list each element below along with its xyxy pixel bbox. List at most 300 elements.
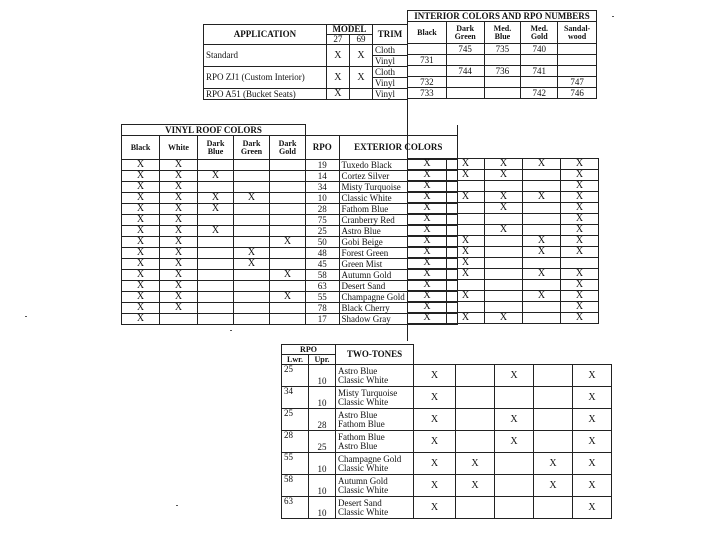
interior-mark: X (523, 269, 561, 280)
model-27-mark: X (326, 89, 349, 100)
lower-color-name: Astro Blue (338, 409, 378, 420)
interior-mark (534, 409, 573, 431)
rpo-number (484, 55, 521, 66)
vinyl-mark (270, 259, 306, 270)
vinyl-color-header: White (160, 136, 198, 160)
vinyl-mark: X (160, 248, 198, 259)
rpo-code: 75 (306, 215, 340, 226)
model-69-mark: X (349, 67, 372, 89)
interior-mark: X (456, 453, 495, 475)
two-tone-names (336, 365, 414, 387)
application-name: Standard (204, 45, 327, 67)
two-tone-names (336, 453, 414, 475)
interior-mark: X (408, 203, 447, 214)
table-row (408, 181, 599, 192)
vinyl-color-header: Dark Blue (198, 136, 234, 160)
spacer (414, 345, 612, 365)
rpo-number (446, 88, 484, 99)
interior-mark (495, 387, 534, 409)
interior-mark (447, 302, 485, 313)
vinyl-mark (234, 237, 270, 248)
interior-mark (534, 365, 573, 387)
rpo-code: 28 (306, 204, 340, 215)
interior-mark: X (408, 170, 447, 181)
lower-rpo: 63 (282, 497, 309, 519)
table-row (408, 55, 597, 66)
rpo-number: 747 (558, 77, 597, 88)
lower-color-name: Astro Blue (338, 365, 378, 376)
vinyl-mark (234, 226, 270, 237)
interior-mark: X (573, 475, 612, 497)
interior-mark (485, 291, 523, 302)
vinyl-mark: X (160, 182, 198, 193)
table-row (408, 66, 597, 77)
vinyl-mark (234, 171, 270, 182)
interior-mark (456, 409, 495, 431)
interior-mark (523, 280, 561, 291)
interior-mark: X (447, 313, 485, 324)
interior-mark (456, 365, 495, 387)
interior-mark (456, 387, 495, 409)
vinyl-mark: X (122, 204, 160, 215)
rpo-number: 745 (446, 44, 484, 55)
color-name: Black Cherry (339, 303, 458, 314)
vinyl-mark: X (270, 237, 306, 248)
upper-rpo: 10 (309, 387, 336, 409)
vinyl-mark: X (234, 248, 270, 259)
interior-mark: X (561, 313, 599, 324)
vinyl-mark (198, 303, 234, 314)
table-row (408, 214, 599, 225)
vinyl-mark: X (122, 248, 160, 259)
lower-rpo: 25 (282, 365, 309, 387)
interior-mark: X (534, 453, 573, 475)
interior-mark: X (523, 159, 561, 170)
trim-name: Cloth (373, 45, 408, 56)
vinyl-mark: X (198, 226, 234, 237)
upper-color-name: Classic White (338, 462, 389, 473)
interior-mark: X (523, 236, 561, 247)
table-row (408, 258, 599, 269)
vinyl-mark (160, 314, 198, 325)
interior-mark (561, 258, 599, 269)
interior-mark: X (408, 313, 447, 324)
interior-mark: X (561, 302, 599, 313)
interior-mark: X (414, 453, 456, 475)
interior-color-header: Black (408, 22, 447, 44)
interior-mark (485, 247, 523, 258)
rpo-number: 736 (484, 66, 521, 77)
lower-color-name: Fathom Blue (338, 431, 385, 442)
interior-mark: X (414, 431, 456, 453)
interior-mark: X (561, 170, 599, 181)
vinyl-mark: X (234, 193, 270, 204)
rpo-code: 34 (306, 182, 340, 193)
lower-rpo: 34 (282, 387, 309, 409)
rpo-number (446, 77, 484, 88)
interior-mark (495, 475, 534, 497)
interior-mark (523, 214, 561, 225)
vinyl-mark (270, 248, 306, 259)
interior-mark: X (408, 181, 447, 192)
interior-mark: X (447, 192, 485, 203)
vinyl-mark (198, 281, 234, 292)
scan-speck (176, 505, 178, 506)
interior-mark (523, 258, 561, 269)
interior-mark (495, 497, 534, 519)
interior-mark (447, 214, 485, 225)
vinyl-mark (234, 270, 270, 281)
interior-mark (523, 181, 561, 192)
interior-mark: X (495, 431, 534, 453)
vinyl-mark (234, 281, 270, 292)
vinyl-mark (270, 226, 306, 237)
exterior-colors-header: EXTERIOR COLORS (339, 136, 458, 160)
lower-rpo: 58 (282, 475, 309, 497)
rpo-code: 17 (306, 314, 340, 325)
upper-color-name: Astro Blue (338, 440, 378, 451)
vinyl-mark (234, 303, 270, 314)
vinyl-mark: X (198, 171, 234, 182)
interior-mark (485, 269, 523, 280)
interior-color-header: Med. Gold (521, 22, 558, 44)
interior-mark (534, 387, 573, 409)
interior-mark: X (561, 214, 599, 225)
vinyl-mark (198, 314, 234, 325)
table-row (204, 67, 408, 78)
upper-rpo: 10 (309, 453, 336, 475)
interior-mark (447, 181, 485, 192)
model-27-mark: X (326, 45, 349, 67)
vinyl-mark: X (122, 237, 160, 248)
vinyl-mark: X (160, 215, 198, 226)
table-row (282, 431, 612, 453)
interior-mark: X (408, 258, 447, 269)
interior-mark: X (447, 236, 485, 247)
vinyl-color-header: Black (122, 136, 160, 160)
rpo-number: 741 (521, 66, 558, 77)
interior-mark: X (495, 365, 534, 387)
interior-mark: X (561, 225, 599, 236)
interior-mark: X (414, 365, 456, 387)
interior-mark: X (561, 159, 599, 170)
application-name: RPO ZJ1 (Custom Interior) (204, 67, 327, 89)
interior-mark: X (447, 170, 485, 181)
vinyl-mark: X (122, 182, 160, 193)
table-row (408, 291, 599, 302)
vinyl-mark (234, 160, 270, 171)
color-name: Gobi Beige (339, 237, 458, 248)
vinyl-mark: X (160, 270, 198, 281)
upper-color-name: Fathom Blue (338, 418, 385, 429)
interior-colors-title: INTERIOR COLORS AND RPO NUMBERS (408, 11, 597, 22)
rpo-number (484, 88, 521, 99)
trim-header: TRIM (373, 25, 408, 45)
lower-color-name: Autumn Gold (338, 475, 388, 486)
vinyl-mark: X (122, 193, 160, 204)
rpo-code: 45 (306, 259, 340, 270)
color-name: Green Mist (339, 259, 458, 270)
interior-mark (485, 280, 523, 291)
two-tone-names (336, 431, 414, 453)
rpo-number: 735 (484, 44, 521, 55)
table-row (408, 302, 599, 313)
interior-color-header: Med. Blue (484, 22, 521, 44)
vinyl-roof-title: VINYL ROOF COLORS (122, 125, 306, 136)
vinyl-mark: X (122, 270, 160, 281)
color-name: Shadow Gray (339, 314, 458, 325)
rpo-code: 48 (306, 248, 340, 259)
interior-color-header: Sandal-wood (558, 22, 597, 44)
vinyl-mark: X (160, 303, 198, 314)
two-tone-names (336, 475, 414, 497)
upper-rpo: 10 (309, 365, 336, 387)
rpo-code: 55 (306, 292, 340, 303)
table-row (408, 77, 597, 88)
interior-mark: X (485, 170, 523, 181)
interior-mark: X (447, 247, 485, 258)
interior-mark: X (408, 291, 447, 302)
table-row (282, 453, 612, 475)
interior-mark: X (561, 203, 599, 214)
table-row (408, 170, 599, 181)
rpo-number (558, 55, 597, 66)
interior-mark: X (414, 475, 456, 497)
model-69-mark: X (349, 45, 372, 67)
interior-mark (485, 302, 523, 313)
vinyl-mark: X (122, 281, 160, 292)
rpo-number: 731 (408, 55, 447, 66)
interior-mark: X (561, 247, 599, 258)
interior-mark: X (485, 159, 523, 170)
interior-mark: X (408, 192, 447, 203)
vinyl-mark (198, 248, 234, 259)
rpo-header: RPO (306, 136, 340, 160)
color-name: Cranberry Red (339, 215, 458, 226)
two-tone-rpo-header: RPO (282, 345, 336, 355)
interior-mark: X (408, 269, 447, 280)
vinyl-mark: X (198, 204, 234, 215)
lower-color-name: Champagne Gold (338, 453, 402, 464)
color-name: Desert Sand (339, 281, 458, 292)
color-name: Champagne Gold (339, 292, 458, 303)
upper-color-name: Classic White (338, 506, 389, 517)
interior-mark (447, 225, 485, 236)
interior-mark: X (414, 497, 456, 519)
rpo-code: 19 (306, 160, 340, 171)
table-row (408, 236, 599, 247)
vinyl-mark: X (160, 204, 198, 215)
interior-color-header: Dark Green (446, 22, 484, 44)
interior-mark: X (447, 291, 485, 302)
rpo-code: 10 (306, 193, 340, 204)
color-name: Fathom Blue (339, 204, 458, 215)
two-tone-names (336, 387, 414, 409)
color-name: Classic White (339, 193, 458, 204)
color-name: Misty Turquoise (339, 182, 458, 193)
rpo-number (558, 44, 597, 55)
vinyl-mark (198, 215, 234, 226)
vinyl-mark: X (122, 259, 160, 270)
rpo-number (558, 66, 597, 77)
vinyl-mark: X (270, 270, 306, 281)
model-69-mark (349, 89, 372, 100)
vinyl-mark (270, 303, 306, 314)
interior-mark (456, 431, 495, 453)
vinyl-mark (234, 314, 270, 325)
vinyl-mark: X (122, 171, 160, 182)
lower-color-name: Desert Sand (338, 497, 382, 508)
upper-rpo: 10 (309, 475, 336, 497)
rpo-number (408, 66, 447, 77)
rpo-code: 58 (306, 270, 340, 281)
rpo-number: 733 (408, 88, 447, 99)
interior-mark: X (408, 247, 447, 258)
vinyl-mark: X (122, 215, 160, 226)
upper-rpo: 25 (309, 431, 336, 453)
interior-mark: X (485, 203, 523, 214)
rpo-code: 63 (306, 281, 340, 292)
trim-name: Vinyl (373, 89, 408, 100)
interior-mark: X (523, 291, 561, 302)
vinyl-mark: X (122, 292, 160, 303)
rpo-number (521, 77, 558, 88)
rpo-number (408, 44, 447, 55)
vinyl-mark (198, 182, 234, 193)
rpo-code: 14 (306, 171, 340, 182)
vinyl-mark: X (122, 160, 160, 171)
interior-mark: X (561, 181, 599, 192)
interior-mark: X (561, 269, 599, 280)
two-tone-names (336, 497, 414, 519)
interior-mark: X (495, 409, 534, 431)
interior-mark: X (561, 236, 599, 247)
interior-mark: X (456, 475, 495, 497)
interior-mark: X (408, 236, 447, 247)
vinyl-mark: X (198, 193, 234, 204)
interior-mark: X (447, 269, 485, 280)
vinyl-mark: X (160, 160, 198, 171)
model-header: MODEL (326, 25, 372, 35)
spacer (339, 125, 458, 136)
model-69-header: 69 (349, 35, 372, 45)
lower-rpo: 25 (282, 409, 309, 431)
two-tones-table (281, 344, 612, 519)
interior-mark: X (573, 365, 612, 387)
table-row (408, 44, 597, 55)
interior-mark (456, 497, 495, 519)
color-name: Cortez Silver (339, 171, 458, 182)
interior-mark: X (408, 159, 447, 170)
upr-header: Upr. (309, 355, 336, 365)
table-row (408, 203, 599, 214)
vinyl-mark (270, 215, 306, 226)
interior-mark: X (485, 225, 523, 236)
interior-mark: X (447, 258, 485, 269)
vinyl-mark (198, 160, 234, 171)
interior-mark: X (414, 387, 456, 409)
vinyl-mark: X (160, 237, 198, 248)
rpo-number (521, 55, 558, 66)
scan-speck (230, 330, 232, 331)
vinyl-color-header: Dark Green (234, 136, 270, 160)
vinyl-mark: X (160, 281, 198, 292)
lwr-header: Lwr. (282, 355, 309, 365)
vinyl-mark: X (122, 314, 160, 325)
interior-mark: X (408, 302, 447, 313)
interior-availability-table (407, 158, 599, 324)
interior-mark: X (408, 280, 447, 291)
table-row (282, 409, 612, 431)
vinyl-mark (270, 182, 306, 193)
interior-mark (495, 453, 534, 475)
rpo-number: 744 (446, 66, 484, 77)
interior-mark (523, 302, 561, 313)
interior-mark (523, 225, 561, 236)
table-row (282, 387, 612, 409)
rpo-number: 732 (408, 77, 447, 88)
scan-speck (25, 316, 27, 317)
model-27-mark: X (326, 67, 349, 89)
interior-colors-table (407, 10, 597, 99)
rpo-code: 50 (306, 237, 340, 248)
table-row (408, 159, 599, 170)
interior-mark: X (408, 214, 447, 225)
vinyl-mark (270, 281, 306, 292)
interior-mark: X (573, 431, 612, 453)
interior-mark: X (485, 313, 523, 324)
vinyl-mark: X (160, 193, 198, 204)
interior-mark: X (485, 192, 523, 203)
vinyl-mark: X (160, 171, 198, 182)
rpo-code: 78 (306, 303, 340, 314)
application-table (203, 24, 408, 100)
vinyl-mark (234, 182, 270, 193)
two-tone-names (336, 409, 414, 431)
upper-color-name: Classic White (338, 374, 389, 385)
interior-mark (523, 203, 561, 214)
lower-rpo: 55 (282, 453, 309, 475)
table-row (282, 497, 612, 519)
vinyl-color-header: Dark Gold (270, 136, 306, 160)
vinyl-mark: X (122, 226, 160, 237)
interior-mark (447, 280, 485, 291)
table-row (408, 313, 599, 324)
vinyl-mark (198, 270, 234, 281)
vinyl-mark: X (160, 226, 198, 237)
interior-mark: X (561, 291, 599, 302)
upper-rpo: 28 (309, 409, 336, 431)
upper-color-name: Classic White (338, 396, 389, 407)
vinyl-mark (270, 160, 306, 171)
interior-mark: X (408, 225, 447, 236)
vinyl-mark (198, 237, 234, 248)
color-name: Forest Green (339, 248, 458, 259)
table-row (408, 280, 599, 291)
vinyl-mark (234, 292, 270, 303)
interior-mark: X (573, 497, 612, 519)
color-name: Astro Blue (339, 226, 458, 237)
rpo-number: 740 (521, 44, 558, 55)
interior-mark (485, 214, 523, 225)
vinyl-mark (270, 204, 306, 215)
trim-name: Vinyl (373, 78, 408, 89)
lower-rpo: 28 (282, 431, 309, 453)
model-27-header: 27 (326, 35, 349, 45)
table-row (408, 269, 599, 280)
interior-mark: X (447, 159, 485, 170)
interior-mark: X (561, 192, 599, 203)
